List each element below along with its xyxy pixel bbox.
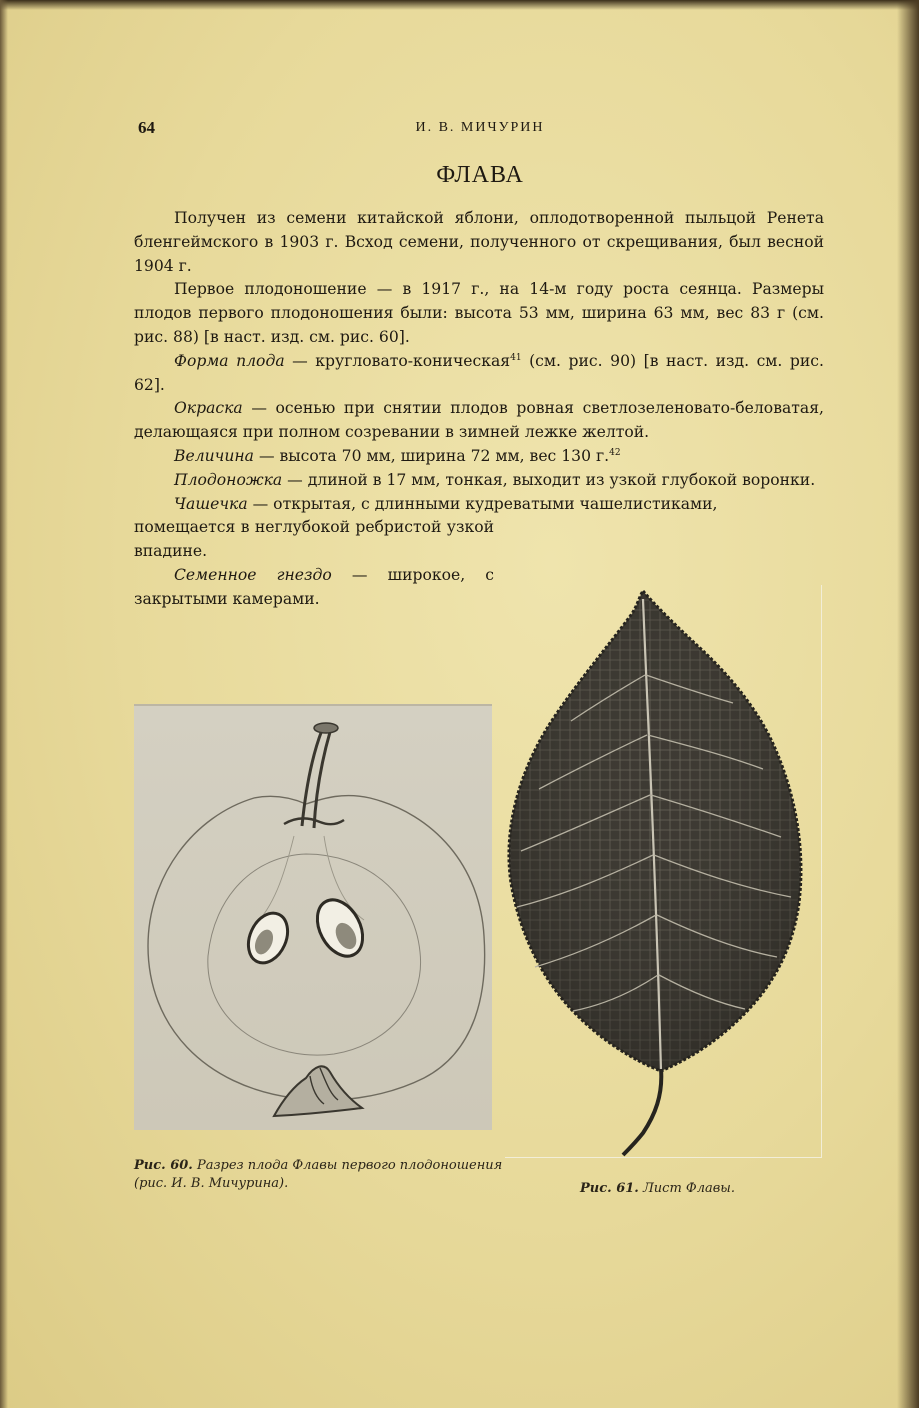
paragraph: [134, 350, 824, 398]
paragraph: [134, 493, 824, 517]
leaf-image: [505, 585, 821, 1157]
term: Семенное гнездо: [174, 565, 332, 584]
footnote-ref: 42: [609, 447, 621, 458]
page-edge-shadow: [897, 0, 919, 1408]
term: Величина: [174, 446, 254, 465]
paragraph: [134, 397, 824, 445]
caption-text: Лист Флавы.: [642, 1181, 736, 1196]
body-text: [134, 207, 824, 612]
paragraph-text: — осенью при снятии плодов ровная светлозеленовато-беловатая, делающаяся при полном созревании в зимней лежке желтой.: [134, 399, 824, 442]
section-title: ФЛАВА: [436, 162, 524, 188]
figure-label: Рис. 60.: [134, 1158, 193, 1173]
paragraph: [134, 469, 824, 493]
paragraph-text: — широкое, с закрытыми камерами.: [134, 565, 494, 608]
paragraph: [134, 445, 824, 469]
term: Окраска: [174, 399, 243, 418]
figure-61-caption: [580, 1180, 820, 1198]
paragraph: Получен из семени китайской яблони, оплодотворенной пыльцой Ренета бленгеймского в 1903 г. Всход семени, полученного от скрещивания, был весной 1904 г.: [134, 209, 824, 275]
running-head: И. В. МИЧУРИН: [415, 120, 545, 135]
paragraph-continuation: помещается в неглубокой ребристой узкой впадине.: [134, 518, 494, 561]
paragraph-text: — открытая, с длинными кудреватыми чашелистиками,: [247, 494, 718, 513]
figure-60-caption: [134, 1157, 504, 1193]
footnote-ref: 41: [510, 352, 522, 363]
paragraph: Первое плодоношение — в 1917 г., на 14-м году роста сеянца. Размеры плодов первого плодоношения были: высота 53 мм, ширина 63 мм, вес 83 г (см. рис. 88) [в наст. изд. см. рис. 60].: [134, 280, 824, 346]
page-number: 64: [138, 118, 155, 137]
paragraph-text: (см. рис. 90) [в наст. изд. см. рис. 62].: [134, 351, 824, 394]
paragraph-text: — длиной в 17 мм, тонкая, выходит из узкой глубокой воронки.: [282, 470, 816, 489]
apple-section-drawing: [134, 706, 492, 1130]
page-edge-shadow: [0, 0, 919, 10]
paragraph-text: — кругловато-коническая: [284, 351, 511, 370]
figure-label: Рис. 61.: [580, 1181, 639, 1196]
paragraph: [134, 564, 494, 612]
paragraph-text: — высота 70 мм, ширина 72 мм, вес 130 г.: [253, 446, 610, 465]
term: Чашечка: [174, 494, 248, 513]
term: Форма плода: [174, 351, 285, 370]
figure-apple-section: [134, 704, 492, 1130]
figure-leaf: [505, 585, 822, 1158]
caption-text: Разрез плода Флавы первого плодоношения (рис. И. В. Мичурина).: [134, 1158, 503, 1191]
page-edge-shadow: [0, 0, 8, 1408]
term: Плодоножка: [174, 470, 283, 489]
